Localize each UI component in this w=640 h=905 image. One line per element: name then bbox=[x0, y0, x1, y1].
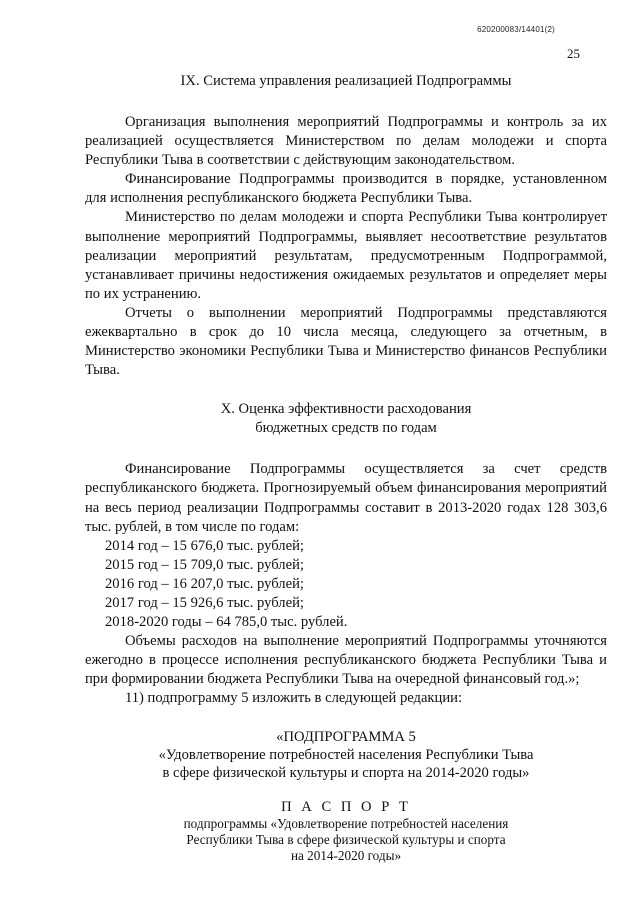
passport-line-3: на 2014-2020 годы» bbox=[290, 847, 402, 863]
year-line-2015: 2015 год – 15 709,0 тыс. рублей; bbox=[105, 556, 304, 573]
subprogram-name-line-2: в сфере физической культуры и спорта на 2014-2020 годы» bbox=[162, 764, 530, 781]
subprogram-title: «ПОДПРОГРАММА 5 bbox=[276, 728, 416, 745]
subprogram-name-line-1: «Удовлетворение потребностей населения Республики Тыва bbox=[158, 746, 534, 763]
document-body bbox=[85, 72, 607, 864]
section-9-paragraph-1: Организация выполнения мероприятий Подпрограммы и контроль за их реализацией осуществляется Министерством по делам молодежи и спорта Республики Тыва в соответствии с действующим законодательством. bbox=[85, 114, 607, 169]
year-line-2018-2020: 2018-2020 годы – 64 785,0 тыс. рублей. bbox=[105, 614, 348, 631]
section-10-intro: Финансирование Подпрограммы осуществляется за счет средств республиканского бюджета. Прогнозируемый объем финансирования мероприятий на весь период реализации Подпрограммы составит в 2013-2020 годах 128 303,6 тыс. рублей, в том числе по годам: bbox=[85, 461, 607, 535]
amendment-line: 11) подпрограмму 5 изложить в следующей редакции: bbox=[125, 690, 463, 707]
year-line-2017: 2017 год – 15 926,6 тыс. рублей; bbox=[105, 594, 304, 611]
year-line-2014: 2014 год – 15 676,0 тыс. рублей; bbox=[105, 537, 304, 554]
section-10-heading-line-1: X. Оценка эффективности расходования bbox=[220, 401, 472, 418]
section-10-closing: Объемы расходов на выполнение мероприятий Подпрограммы уточняются ежегодно в процессе исполнения республиканского бюджета Республики Тыва и при формировании бюджета Республики Тыва на очередной финансовый год.»; bbox=[85, 633, 607, 688]
passport-line-2: Республики Тыва в сфере физической культуры и спорта bbox=[186, 831, 506, 847]
passport-title: П А С П О Р Т bbox=[281, 798, 411, 815]
passport-line-1: подпрограммы «Удовлетворение потребностей населения bbox=[183, 815, 509, 831]
page-number: 25 bbox=[567, 46, 580, 61]
section-9-paragraph-2: Финансирование Подпрограммы производится в порядке, установленном для исполнения республиканского бюджета Республики Тыва. bbox=[85, 171, 607, 207]
section-9-paragraph-4: Отчеты о выполнении мероприятий Подпрограммы представляются ежеквартально в срок до 10 числа месяца, следующего за отчетным, в Министерство экономики Республики Тыва и Министерство финансов Республики Тыва. bbox=[85, 304, 607, 379]
section-10-heading-line-2: бюджетных средств по годам bbox=[255, 420, 437, 437]
document-code: 620200083/14401(2) bbox=[477, 25, 555, 34]
section-9-heading: IX. Система управления реализацией Подпрограммы bbox=[180, 73, 512, 89]
section-9-paragraph-3: Министерство по делам молодежи и спорта Республики Тыва контролирует выполнение мероприятий Подпрограммы, выявляет несоответствие результатов реализации мероприятий результатам, предусмотренным Подпрограммой, устанавливает причины недостижения ожидаемых результатов и определяет меры по их устранению. bbox=[85, 209, 607, 302]
year-line-2016: 2016 год – 16 207,0 тыс. рублей; bbox=[105, 575, 304, 592]
